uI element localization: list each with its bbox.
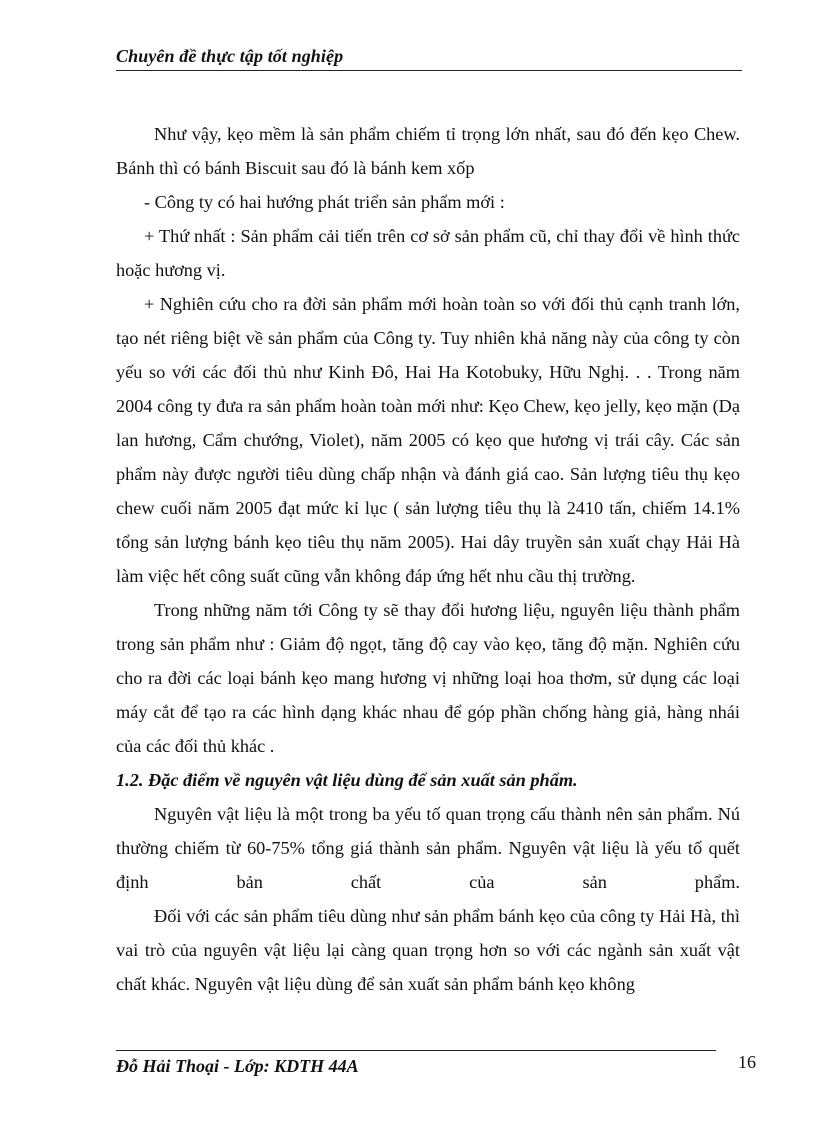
paragraph-second-direction: + Nghiên cứu cho ra đời sản phẩm mới hoàn toàn so với đối thủ cạnh tranh lớn, tạo nét riêng biệt về sản phẩm của Công ty. Tuy nhiên khả năng này của công ty còn yếu so với các đối thủ như Kinh Đô, Hai Ha Kotobuky, Hữu Nghị. . . Trong năm 2004 công ty đưa ra sản phẩm hoàn toàn mới như: Kẹo Chew, kẹo jelly, kẹo mặn (Dạ lan hương, Cẩm chướng, Violet), năm 2005 có kẹo que hương vị trái cây. Các sản phẩm này được người tiêu dùng chấp nhận và đánh giá cao. Sản lượng tiêu thụ kẹo chew cuối năm 2005 đạt mức kỉ lục ( sản lượng tiêu thụ là 2410 tấn, chiếm 14.1% tổng sản lượng bánh kẹo tiêu thụ năm 2005). Hai dây truyền sản xuất chạy Hải Hà làm việc hết công suất cũng vẫn không đáp ứng hết nhu cầu thị trường. bbox=[116, 294, 740, 586]
page-number: 16 bbox=[738, 1052, 756, 1072]
footer-divider bbox=[116, 1050, 716, 1051]
header-title: Chuyên đề thực tập tốt nghiệp bbox=[116, 46, 344, 66]
paragraph-product-share: Như vậy, kẹo mềm là sản phẩm chiếm tỉ trọng lớn nhất, sau đó đến kẹo Chew. Bánh thì có bánh Biscuit sau đó là bánh kem xốp bbox=[116, 124, 740, 178]
paragraph-materials-importance: Nguyên vật liệu là một trong ba yếu tố quan trọng cấu thành nên sản phẩm. Nú thường chiếm từ 60-75% tổng giá thành sản phẩm. Nguyên vật liệu là yếu tố quết định bản chất của sản phẩm. bbox=[116, 804, 740, 892]
paragraph-future-plans: Trong những năm tới Công ty sẽ thay đổi hương liệu, nguyên liệu thành phẩm trong sản phẩm như : Giảm độ ngọt, tăng độ cay vào kẹo, tăng độ mặn. Nghiên cứu cho ra đời các loại bánh kẹo mang hương vị những loại hoa thơm, sử dụng các loại máy cắt để tạo ra các hình dạng khác nhau để góp phần chống hàng giả, hàng nhái của các đối thủ khác . bbox=[116, 600, 740, 756]
paragraph-first-direction: + Thứ nhất : Sản phẩm cải tiến trên cơ sở sản phẩm cũ, chỉ thay đổi về hình thức hoặc hương vị. bbox=[116, 226, 740, 280]
page-footer bbox=[116, 1050, 756, 1080]
footer-author: Đỗ Hải Thoại - Lớp: KDTH 44A bbox=[116, 1056, 359, 1076]
paragraph-materials-role: Đối với các sản phẩm tiêu dùng như sản phẩm bánh kẹo của công ty Hải Hà, thì vai trò của nguyên vật liệu lại càng quan trọng hơn so với các ngành sản xuất vật chất khác. Nguyên vật liệu dùng để sản xuất sản phẩm bánh kẹo không bbox=[116, 906, 740, 994]
paragraph-development-directions: - Công ty có hai hướng phát triển sản phẩm mới : bbox=[144, 192, 505, 212]
page-header bbox=[116, 46, 742, 71]
document-body bbox=[116, 117, 740, 1001]
section-heading: 1.2. Đặc điểm về nguyên vật liệu dùng để sản xuất sản phẩm. bbox=[116, 770, 578, 790]
